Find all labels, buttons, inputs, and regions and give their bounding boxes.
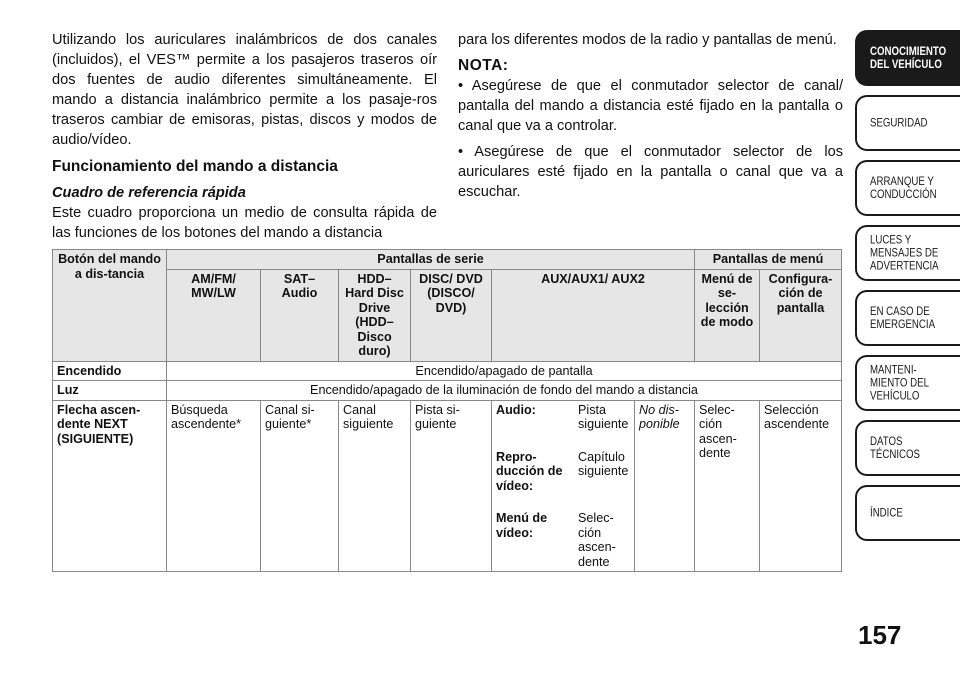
continuation-paragraph: para los diferentes modos de la radio y pantallas de menú.	[458, 32, 837, 48]
section-heading: Funcionamiento del mando a distancia	[52, 158, 338, 175]
next-menu-key: Menú de vídeo:	[496, 511, 548, 540]
chapter-tab-label: ARRANQUE Y CONDUCCIÓN	[870, 174, 937, 201]
chapter-tab-4[interactable]	[855, 225, 960, 281]
row-power-label: Encendido	[53, 361, 167, 381]
chapter-tab-label: MANTENI- MIENTO DEL VEHÍCULO	[870, 362, 929, 403]
note-item-2: • Asegúrese de que el conmutador selector de los auriculares esté fijado en la pantalla o canal que va a escuchar.	[458, 144, 843, 200]
next-video-key: Repro-ducción de vídeo:	[496, 449, 563, 493]
chapter-tab-3[interactable]	[855, 160, 960, 216]
chapter-tab-label: SEGURIDAD	[870, 115, 928, 130]
col-aux: AUX/AUX1/ AUX2	[492, 269, 695, 361]
header-series-screens: Pantallas de serie	[167, 250, 695, 270]
col-menu-select: Menú de se-lección de modo	[695, 269, 760, 361]
chapter-tab-2[interactable]	[855, 95, 960, 151]
sub-heading: Cuadro de referencia rápida	[52, 185, 246, 201]
row-light-label: Luz	[53, 381, 167, 401]
col-disc: DISC/ DVD (DISCO/ DVD)	[411, 269, 492, 361]
chapter-tab-label: ÍNDICE	[870, 505, 903, 520]
right-column	[458, 30, 843, 202]
reference-table	[52, 249, 842, 572]
intro-paragraph: Utilizando los auriculares inalámbricos de dos canales (incluidos), el VES™ permite a los pasajeros traseros oír dos fuentes de audio diferentes simultáneamente. El mando a distancia inalámbrico permite a los pasaje-ros traseros cambiar de emisoras, pistas, discos y modos de audio/vídeo.	[52, 32, 437, 148]
next-hdd: Canal siguiente	[339, 400, 411, 572]
left-column	[52, 30, 437, 243]
table-row	[53, 361, 842, 381]
next-screen-config: Selección ascendente	[760, 400, 842, 572]
next-aux: No dis-ponible	[635, 400, 695, 572]
chapter-tab-6[interactable]	[855, 355, 960, 411]
next-menu-value: Selec-ción ascen-dente	[578, 511, 616, 569]
chapter-tabs	[855, 30, 960, 550]
next-video-value: Capítulo siguiente	[578, 449, 629, 478]
page-number: 157	[858, 620, 902, 650]
next-sat: Canal si-guiente*	[261, 400, 339, 572]
next-menu-select: Selec-ción ascen-dente	[695, 400, 760, 572]
next-audio-value: Pista siguiente	[578, 402, 629, 431]
next-disc-modes	[492, 400, 635, 572]
row-next-label: Flecha ascen-dente NEXT (SIGUIENTE)	[53, 400, 167, 572]
chapter-tab-8[interactable]	[855, 485, 960, 541]
chapter-tab-label: CONOCIMIENTO DEL VEHÍCULO	[870, 44, 947, 71]
next-disc: Pista si-guiente	[411, 400, 492, 572]
body-paragraph: Este cuadro proporciona un medio de consulta rápida de las funciones de los botones del mando a distancia	[52, 205, 437, 241]
next-am: Búsqueda ascendente*	[167, 400, 261, 572]
chapter-tab-label: DATOS TÉCNICOS	[870, 434, 920, 461]
note-item-1: • Asegúrese de que el conmutador selector de canal/ pantalla del mando a distancia esté fijado en la pantalla o canal que va a controlar.	[458, 78, 843, 134]
chapter-tab-label: EN CASO DE EMERGENCIA	[870, 304, 936, 331]
col-screen-config: Configura-ción de pantalla	[760, 269, 842, 361]
col-sat: SAT– Audio	[261, 269, 339, 361]
chapter-tab-1[interactable]	[855, 30, 960, 86]
table-row	[53, 381, 842, 401]
note-heading: NOTA:	[458, 57, 509, 74]
header-button: Botón del mando a dis-tancia	[53, 250, 167, 362]
chapter-tab-5[interactable]	[855, 290, 960, 346]
col-am-fm: AM/FM/ MW/LW	[167, 269, 261, 361]
chapter-tab-label: LUCES Y MENSAJES DE ADVERTENCIA	[870, 232, 939, 273]
col-hdd: HDD– Hard Disc Drive (HDD– Disco duro)	[339, 269, 411, 361]
next-audio-key: Audio:	[496, 402, 536, 417]
row-power-value: Encendido/apagado de pantalla	[167, 361, 842, 381]
table-row	[53, 400, 842, 572]
row-light-value: Encendido/apagado de la iluminación de fondo del mando a distancia	[167, 381, 842, 401]
header-menu-screens: Pantallas de menú	[695, 250, 842, 270]
chapter-tab-7[interactable]	[855, 420, 960, 476]
